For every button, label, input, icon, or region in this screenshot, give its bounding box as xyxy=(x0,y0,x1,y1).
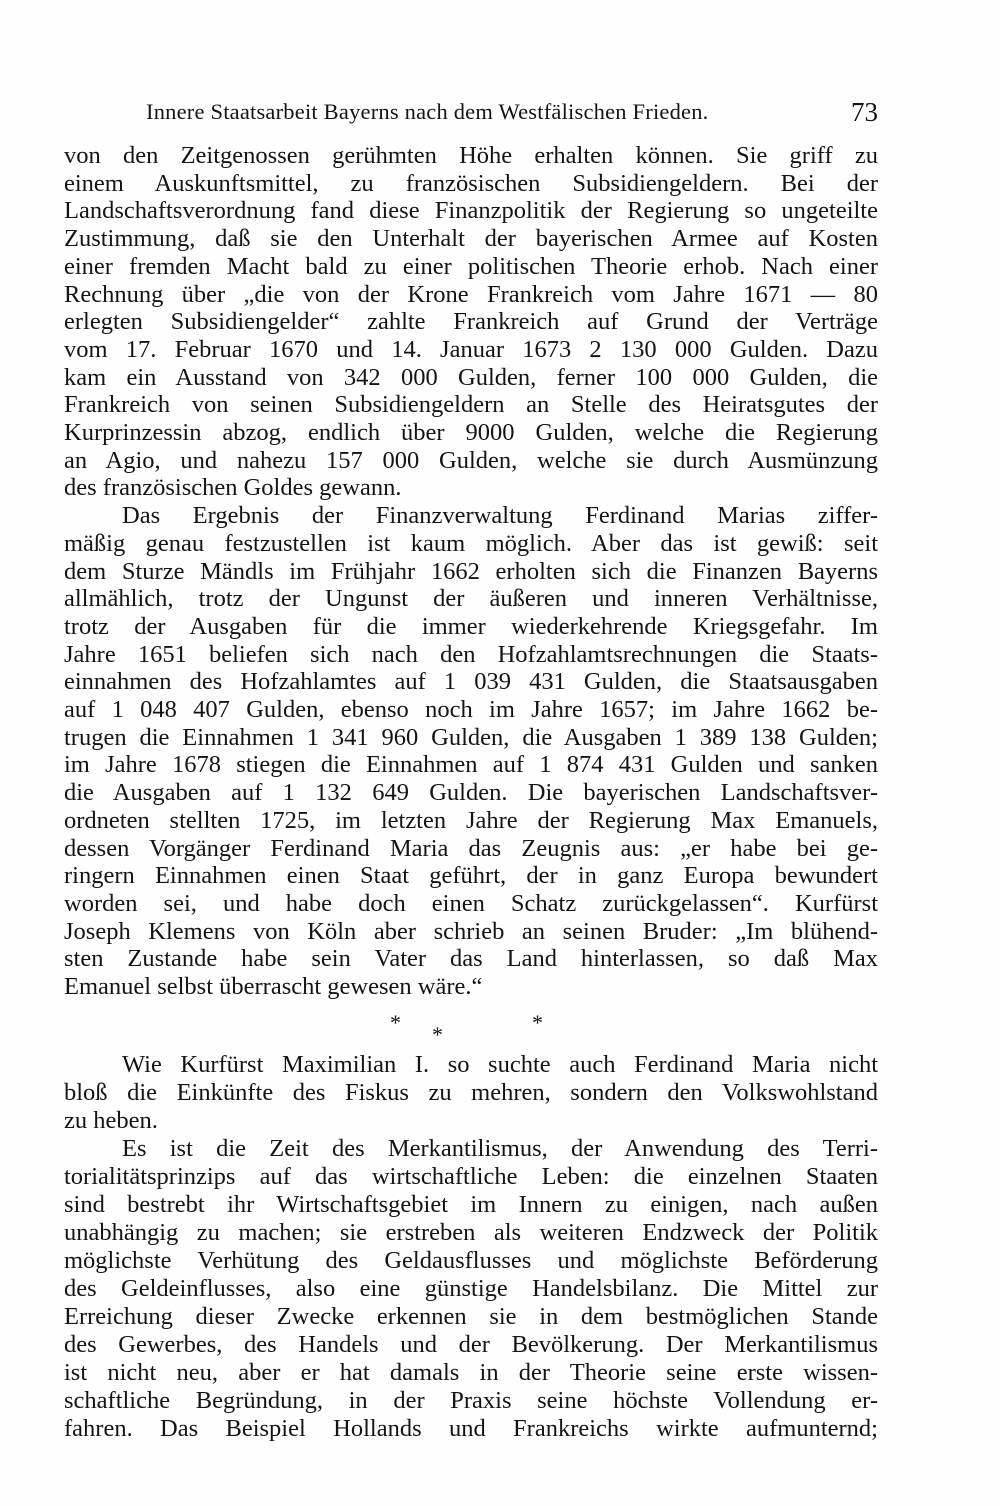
text-line: worden sei, und habe doch einen Schatz zurückgelassen“. Kurfürst xyxy=(64,889,878,917)
text-line: die Ausgaben auf 1 132 649 Gulden. Die bayerischen Landschaftsver- xyxy=(64,779,878,807)
text-line: im Jahre 1678 stiegen die Einnahmen auf 1 874 431 Gulden und sanken xyxy=(64,751,878,779)
text-line: des Geldeinflusses, also eine günstige Handelsbilanz. Die Mittel zur xyxy=(64,1275,878,1302)
text-line: auf 1 048 407 Gulden, ebenso noch im Jahre 1657; im Jahre 1662 be- xyxy=(64,696,878,723)
text-line: Es ist die Zeit des Merkantilismus, der Anwendung des Terri- xyxy=(122,1135,878,1162)
asterisk: * xyxy=(390,1010,401,1035)
text-line: des französischen Goldes gewann. xyxy=(64,474,402,502)
text-line: sind bestrebt ihr Wirtschaftsgebiet im Innern zu einigen, nach außen xyxy=(64,1191,878,1218)
text-line: des Gewerbes, des Handels und der Bevölkerung. Der Merkantilismus xyxy=(64,1331,878,1358)
page-number: 73 xyxy=(851,97,878,127)
text-line: Das Ergebnis der Finanzverwaltung Ferdinand Marias ziffer- xyxy=(122,502,878,530)
text-line: Wie Kurfürst Maximilian I. so suchte auch Ferdinand Maria nicht xyxy=(122,1051,878,1078)
text-line: möglichste Verhütung des Geldausflusses und möglichste Beförderung xyxy=(64,1247,878,1274)
running-head: Innere Staatsarbeit Bayerns nach dem Westfälischen Frieden. xyxy=(146,99,709,124)
text-line: Joseph Klemens von Köln aber schrieb an seinen Bruder: „Im blühend- xyxy=(64,917,878,945)
text-line: allmählich, trotz der Ungunst der äußeren und inneren Verhältnisse, xyxy=(64,585,878,613)
text-line: zu heben. xyxy=(64,1107,158,1134)
text-line: ordneten stellten 1725, im letzten Jahre der Regierung Max Emanuels, xyxy=(64,806,878,834)
text-line: Jahre 1651 beliefen sich nach den Hofzahlamtsrechnungen die Staats- xyxy=(64,640,878,668)
text-line: Zustimmung, daß sie den Unterhalt der bayerischen Armee auf Kosten xyxy=(64,225,878,253)
text-line: Emanuel selbst überrascht gewesen wäre.“ xyxy=(64,973,483,1000)
text-line: torialitätsprinzips auf das wirtschaftliche Leben: die einzelnen Staaten xyxy=(64,1163,878,1190)
text-line: trotz der Ausgaben für die immer wiederkehrende Kriegsgefahr. Im xyxy=(64,612,878,640)
asterisk: * xyxy=(532,1010,543,1035)
text-line: einem Auskunftsmittel, zu französischen Subsidiengeldern. Bei der xyxy=(64,169,878,197)
text-line: mäßig genau festzustellen ist kaum möglich. Aber das ist gewiß: seit xyxy=(64,529,878,557)
text-line: fahren. Das Beispiel Hollands und Frankreichs wirkte aufmunternd; xyxy=(64,1415,878,1442)
text-line: bloß die Einkünfte des Fiskus zu mehren, sondern den Volkswohlstand xyxy=(64,1079,878,1106)
text-line: dem Sturze Mändls im Frühjahr 1662 erholten sich die Finanzen Bayerns xyxy=(64,557,878,585)
text-line: ringern Einnahmen einen Staat geführt, der in ganz Europa bewundert xyxy=(64,862,878,890)
text-line: einer fremden Macht bald zu einer politischen Theorie erhob. Nach einer xyxy=(64,252,878,280)
text-line: erlegten Subsidiengelder“ zahlte Frankreich auf Grund der Verträge xyxy=(64,308,878,336)
asterisk: * xyxy=(432,1022,443,1047)
text-line: Landschaftsverordnung fand diese Finanzpolitik der Regierung so ungeteilte xyxy=(64,197,878,225)
page-header xyxy=(64,92,878,132)
text-line: ist nicht neu, aber er hat damals in der Theorie seine erste wissen- xyxy=(64,1359,878,1386)
text-line: von den Zeitgenossen gerühmten Höhe erhalten können. Sie griff zu xyxy=(64,142,878,169)
section-break xyxy=(360,1010,560,1047)
text-line: trugen die Einnahmen 1 341 960 Gulden, die Ausgaben 1 389 138 Gulden; xyxy=(64,723,878,751)
text-line: dessen Vorgänger Ferdinand Maria das Zeugnis aus: „er habe bei ge- xyxy=(64,834,878,862)
text-line: Kurprinzessin abzog, endlich über 9000 Gulden, welche die Regierung xyxy=(64,419,878,446)
text-line: schaftliche Begründung, in der Praxis seine höchste Vollendung er- xyxy=(64,1387,878,1414)
text-line: sten Zustande habe sein Vater das Land hinterlassen, so daß Max xyxy=(64,945,878,973)
text-line: an Agio, und nahezu 157 000 Gulden, welche sie durch Ausmünzung xyxy=(64,446,878,474)
text-line: Frankreich von seinen Subsidiengeldern an Stelle des Heiratsgutes der xyxy=(64,391,878,419)
text-line: vom 17. Februar 1670 und 14. Januar 1673 2 130 000 Gulden. Dazu xyxy=(64,335,878,363)
text-line: unabhängig zu machen; sie erstreben als weiteren Endzweck der Politik xyxy=(64,1219,878,1246)
text-line: kam ein Ausstand von 342 000 Gulden, ferner 100 000 Gulden, die xyxy=(64,363,878,391)
text-line: Rechnung über „die von der Krone Frankreich vom Jahre 1671 — 80 xyxy=(64,280,878,308)
text-line: Erreichung dieser Zwecke erkennen sie in dem bestmöglichen Stande xyxy=(64,1303,878,1330)
text-line: einnahmen des Hofzahlamtes auf 1 039 431 Gulden, die Staatsausgaben xyxy=(64,668,878,696)
